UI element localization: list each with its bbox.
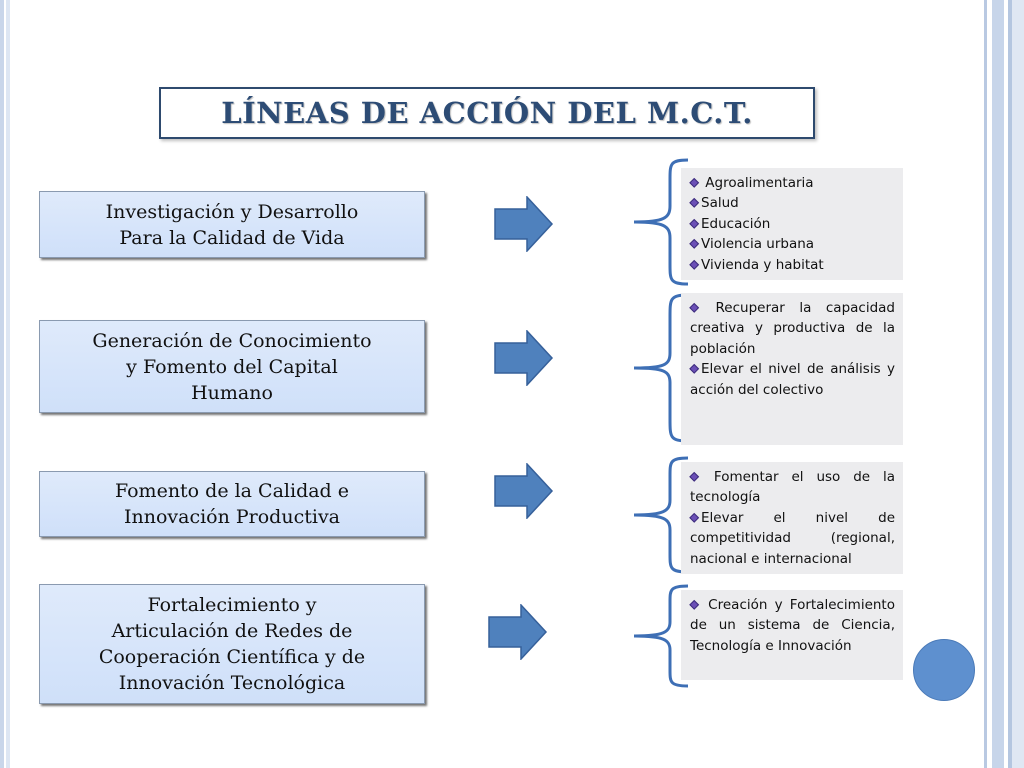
action-line-box-3 [39,471,425,537]
diamond-bullet-icon [689,364,699,374]
label-line: y Fomento del Capital [126,355,338,378]
list-item: Vivienda y habitat [690,255,895,275]
action-line-label-2 [92,328,371,406]
diamond-bullet-icon [689,513,699,523]
list-item: Creación y Fortalecimiento de un sistema de Ciencia, Tecnología e Innovación [690,597,895,654]
list-item: Elevar el nivel de competitividad (regional, nacional e internacional [690,509,895,567]
action-line-box-4 [39,584,425,704]
right-arrow-icon [494,463,554,519]
item-list-1 [681,168,903,280]
diamond-bullet-icon [689,178,699,188]
curly-brace-icon [632,158,688,286]
list-item: Salud [690,193,895,213]
curly-brace-icon [632,584,688,688]
label-line: Cooperación Científica y de [98,646,366,668]
action-line-label-1 [106,199,359,251]
label-line: Innovación Tecnológica [118,672,346,694]
label-line: Articulación de Redes de [111,620,353,642]
label-line: Para la Calidad de Vida [119,226,345,249]
diamond-bullet-icon [689,219,699,229]
diamond-bullet-icon [689,303,699,313]
label-line: Humano [191,381,273,404]
action-line-box-1 [39,191,425,258]
diamond-bullet-icon [689,600,699,610]
item-list-3 [681,462,903,574]
curly-brace-icon [632,456,688,574]
action-line-box-2 [39,320,425,413]
action-line-label-3 [115,478,349,530]
right-slide-border [978,0,1024,768]
diamond-bullet-icon [689,259,699,269]
item-list-4 [681,590,903,680]
list-item: Violencia urbana [690,234,895,254]
list-item: Recuperar la capacidad creativa y productiva de la población [690,300,895,357]
title-box [159,87,815,139]
label-line: Innovación Productiva [123,506,341,528]
label-line: Fomento de la Calidad e [114,480,350,502]
label-line: Fortalecimiento y [147,594,317,616]
label-line: Generación de Conocimiento [92,329,372,352]
item-list-2 [681,293,903,445]
diamond-bullet-icon [689,239,699,249]
right-arrow-icon [488,604,548,660]
diamond-bullet-icon [689,198,699,208]
decorative-circle [913,639,975,701]
right-arrow-icon [494,330,554,386]
page-title: LÍNEAS DE ACCIÓN DEL M.C.T. [221,96,753,130]
curly-brace-icon [632,293,688,443]
right-arrow-icon [494,196,554,252]
diamond-bullet-icon [689,472,699,482]
list-item: Elevar el nivel de análisis y acción del colectivo [690,361,895,398]
list-item: Fomentar el uso de la tecnología [690,469,895,506]
list-item: Agroalimentaria [690,173,895,193]
action-line-label-4 [99,592,365,696]
list-item: Educación [690,214,895,234]
left-slide-border [0,0,10,768]
label-line: Investigación y Desarrollo [105,200,359,223]
